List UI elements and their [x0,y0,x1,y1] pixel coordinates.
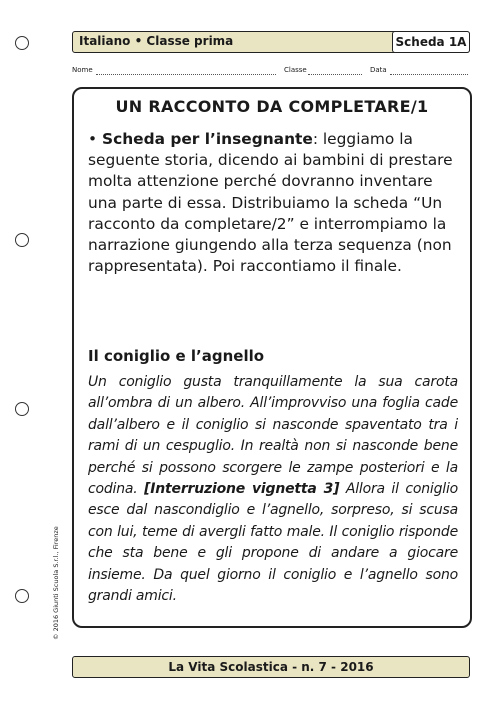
content-card [72,87,472,628]
copyright-notice: © 2016 Giunti Scuola S.r.l., Firenze [52,526,60,640]
sheet-label: Scheda 1A [392,31,470,53]
name-line[interactable] [96,74,276,75]
story-title: Il coniglio e l’agnello [88,347,265,365]
class-line[interactable] [308,74,362,75]
page-title: UN RACCONTO DA COMPLETARE/1 [115,97,429,116]
name-label: Nome [72,66,93,74]
story-part-2: Allora il coniglio esce dal nascondiglio e l’agnello, sorpreso, si scusa con lui, teme di avergli fatto male. Il coniglio risponde che sta bene e gli propone di andare a giocare insieme. Da quel giorno il coniglio e l’agnello sono grandi amici. [88,481,458,605]
subject-label: Italiano • Classe prima [79,34,234,48]
teacher-instructions [88,129,458,277]
footer-bar: La Vita Scolastica - n. 7 - 2016 [72,656,470,678]
date-label: Data [370,66,387,74]
class-label: Classe [284,66,307,74]
story-text [88,372,458,607]
teacher-text: : leggiamo la seguente storia, dicendo ai bambini di prestare molta attenzione perché dovranno inventare una parte di essa. Distribuiamo la scheda “Un racconto da completare/2” e interrompiamo la narrazione giungendo alla terza sequenza (non rappresentata). Poi raccontiamo il finale. [88,130,453,276]
binder-hole [15,36,29,50]
date-line[interactable] [390,74,468,75]
binder-hole [15,402,29,416]
binder-hole [15,233,29,247]
story-part-1: Un coniglio gusta tranquillamente la sua carota all’ombra di un albero. All’improvviso una foglia cade dall’albero e il coniglio si nasconde spaventato tra i rami di un cespuglio. In realtà non si nasconde bene perché si possono scorgere le zampe posteriori e la codina. [88,374,458,498]
header-bar [72,31,470,53]
binder-hole [15,589,29,603]
teacher-label: Scheda per l’insegnante [101,130,313,148]
interruption-marker: [Interruzione vignetta 3] [144,481,340,498]
student-fields [72,66,468,78]
bullet: • [88,130,98,148]
